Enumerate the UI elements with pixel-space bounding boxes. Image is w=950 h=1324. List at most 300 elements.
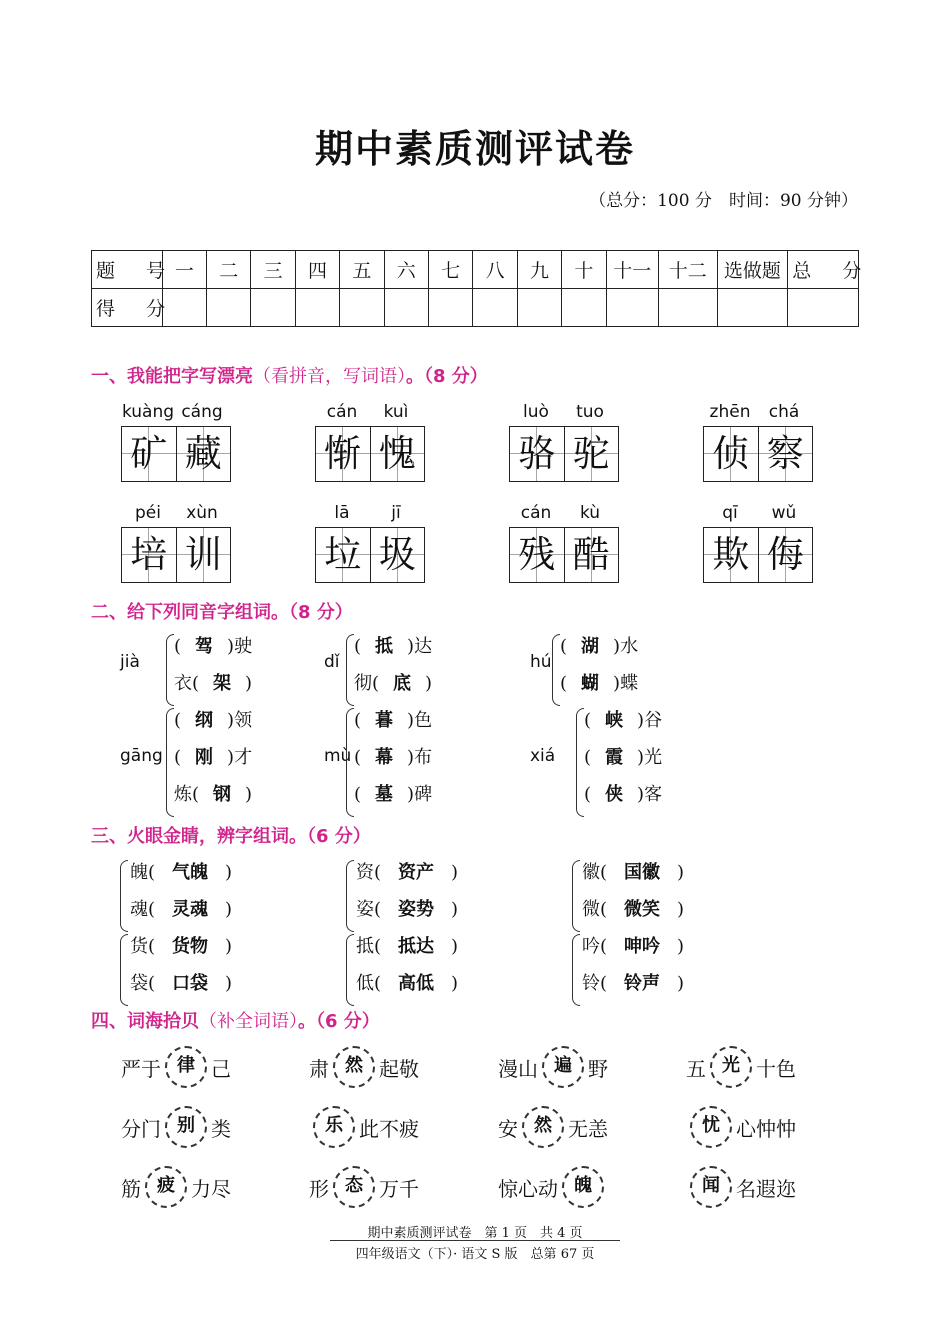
score-cell[interactable] <box>207 289 251 327</box>
answer-blank[interactable]: 纲 <box>195 710 214 731</box>
pinyin-row <box>315 503 425 527</box>
table-cell: 十二 <box>659 251 718 289</box>
writing-box[interactable]: 侦 <box>704 427 758 481</box>
flower-blank[interactable]: 闻 <box>690 1166 732 1208</box>
answer-blank[interactable]: 抵达 <box>398 936 435 957</box>
word-suffix: 客 <box>644 784 663 805</box>
homophone-row <box>354 743 432 769</box>
flower-blank[interactable]: 乐 <box>313 1106 355 1148</box>
idiom-item <box>309 1046 419 1088</box>
writing-grid <box>509 426 619 482</box>
answer-blank[interactable]: 姿势 <box>398 899 435 920</box>
distinguish-row <box>582 895 684 921</box>
writing-box[interactable]: 残 <box>510 528 564 582</box>
pinyin-row <box>121 402 231 426</box>
pinyin-label: mù <box>324 746 352 766</box>
idiom-item <box>686 1046 796 1088</box>
idiom-suffix: 名遐迩 <box>736 1176 796 1201</box>
pinyin-row <box>509 503 619 527</box>
answer-blank[interactable]: 墓 <box>375 784 394 805</box>
close-paren: ) <box>407 784 415 805</box>
section-1-instruction: （看拼音，写词语） <box>253 366 406 387</box>
writing-box[interactable]: 侮 <box>758 528 813 582</box>
close-paren: ) <box>407 636 415 657</box>
score-cell[interactable] <box>295 289 339 327</box>
idiom-suffix: 十色 <box>756 1056 796 1081</box>
brace <box>120 860 128 932</box>
writing-box[interactable]: 驼 <box>564 427 619 481</box>
word-suffix: 达 <box>414 636 433 657</box>
writing-box[interactable]: 骆 <box>510 427 564 481</box>
pinyin-label: zhēn <box>709 402 751 422</box>
pinyin-label: kuì <box>383 402 409 422</box>
word-prefix: 炼 <box>174 784 192 805</box>
close-paren: ) <box>407 710 415 731</box>
homophone-row <box>174 632 252 658</box>
table-cell: 四 <box>295 251 339 289</box>
close-paren: ) <box>677 862 685 883</box>
homophone-row <box>354 632 432 658</box>
word-suffix: 才 <box>234 747 253 768</box>
pinyin-label: jià <box>120 652 140 672</box>
answer-blank[interactable]: 驾 <box>195 636 214 657</box>
open-paren: ( <box>584 710 592 731</box>
distinguish-row <box>130 932 232 958</box>
writing-box[interactable]: 训 <box>176 528 231 582</box>
pinyin-label: lā <box>334 503 350 523</box>
word-pair <box>315 503 425 583</box>
open-paren: ( <box>354 636 362 657</box>
answer-blank[interactable]: 铃声 <box>624 973 661 994</box>
brace <box>120 934 128 1006</box>
open-paren: ( <box>354 784 362 805</box>
close-paren: ) <box>613 673 621 694</box>
idiom-item <box>309 1106 419 1148</box>
writing-box[interactable]: 矿 <box>122 427 176 481</box>
flower-blank[interactable]: 疲 <box>145 1166 187 1208</box>
close-paren: ) <box>245 673 253 694</box>
open-paren: ( <box>174 747 182 768</box>
open-paren: ( <box>584 747 592 768</box>
homophone-row <box>584 780 662 806</box>
open-paren: ( <box>148 973 156 994</box>
pinyin-label: cán <box>326 402 358 422</box>
score-cell[interactable] <box>606 289 658 327</box>
answer-blank[interactable]: 呻吟 <box>624 936 661 957</box>
distinguish-row <box>356 969 458 995</box>
answer-blank[interactable]: 湖 <box>581 636 600 657</box>
flower-blank[interactable]: 忧 <box>690 1106 732 1148</box>
idiom-suffix: 起敬 <box>379 1056 419 1081</box>
target-character: 铃 <box>582 973 600 994</box>
word-suffix: 驶 <box>234 636 253 657</box>
close-paren: ) <box>451 862 459 883</box>
pinyin-row <box>509 402 619 426</box>
word-prefix: 衣 <box>174 673 192 694</box>
open-paren: ( <box>192 673 200 694</box>
distinguish-row <box>356 932 458 958</box>
score-cell[interactable] <box>659 289 718 327</box>
idiom-prefix: 漫山 <box>498 1056 538 1081</box>
flower-blank[interactable]: 别 <box>165 1106 207 1148</box>
score-table-header-row <box>92 251 859 289</box>
table-cell: 十 <box>562 251 606 289</box>
writing-box[interactable]: 藏 <box>176 427 231 481</box>
homophone-row <box>174 706 252 732</box>
homophone-row <box>174 780 252 806</box>
pinyin-label: kù <box>579 503 601 523</box>
brace <box>166 708 174 817</box>
close-paren: ) <box>225 936 233 957</box>
section-4-score: 。（6 分） <box>298 1011 380 1032</box>
brace <box>166 634 174 706</box>
close-paren: ) <box>451 899 459 920</box>
target-character: 货 <box>130 936 148 957</box>
pinyin-row <box>703 402 813 426</box>
target-character: 袋 <box>130 973 148 994</box>
answer-blank[interactable]: 货物 <box>172 936 209 957</box>
section-4-title <box>91 1007 380 1033</box>
distinguish-row <box>582 932 684 958</box>
open-paren: ( <box>354 710 362 731</box>
close-paren: ) <box>677 973 685 994</box>
section-3-title: 三、火眼金睛，辨字组词。（6 分） <box>91 826 371 847</box>
table-cell: 题 号 <box>92 251 163 289</box>
close-paren: ) <box>245 784 253 805</box>
writing-box[interactable]: 圾 <box>370 528 425 582</box>
distinguish-row <box>130 969 232 995</box>
table-cell: 八 <box>473 251 517 289</box>
writing-grid <box>315 527 425 583</box>
table-cell: 选做题 <box>717 251 788 289</box>
open-paren: ( <box>148 862 156 883</box>
target-character: 魄 <box>130 862 148 883</box>
open-paren: ( <box>174 636 182 657</box>
idiom-suffix: 力尽 <box>191 1176 231 1201</box>
open-paren: ( <box>374 862 382 883</box>
flower-blank[interactable]: 律 <box>165 1046 207 1088</box>
close-paren: ) <box>225 899 233 920</box>
brace <box>346 934 354 1006</box>
close-paren: ) <box>637 710 645 731</box>
table-cell: 十一 <box>606 251 658 289</box>
open-paren: ( <box>584 784 592 805</box>
word-prefix: 彻 <box>354 673 372 694</box>
idiom-prefix: 肃 <box>309 1056 329 1081</box>
brace <box>572 934 580 1006</box>
distinguish-row <box>582 969 684 995</box>
pinyin-label: tuo <box>576 402 604 422</box>
brace <box>346 634 354 706</box>
target-character: 资 <box>356 862 374 883</box>
answer-blank[interactable]: 幕 <box>375 747 394 768</box>
open-paren: ( <box>560 673 568 694</box>
open-paren: ( <box>372 673 380 694</box>
open-paren: ( <box>148 936 156 957</box>
pinyin-label: hú <box>530 652 552 672</box>
word-suffix: 领 <box>234 710 253 731</box>
close-paren: ) <box>451 936 459 957</box>
target-character: 低 <box>356 973 374 994</box>
idiom-item <box>686 1106 796 1148</box>
idiom-suffix: 此不疲 <box>359 1116 419 1141</box>
idiom-item <box>309 1166 419 1208</box>
writing-grid <box>509 527 619 583</box>
open-paren: ( <box>192 784 200 805</box>
brace <box>346 708 354 817</box>
pinyin-label: xùn <box>186 503 218 523</box>
homophone-row <box>354 669 432 695</box>
score-cell[interactable] <box>384 289 428 327</box>
word-pair <box>509 402 619 482</box>
idiom-item <box>498 1106 608 1148</box>
answer-blank[interactable]: 刚 <box>195 747 214 768</box>
section-1-title <box>91 362 488 388</box>
score-table <box>91 250 868 327</box>
brace <box>572 860 580 932</box>
idiom-prefix: 惊心动 <box>498 1176 558 1201</box>
idiom-prefix: 分门 <box>121 1116 161 1141</box>
flower-blank[interactable]: 魄 <box>562 1166 604 1208</box>
open-paren: ( <box>174 710 182 731</box>
answer-blank[interactable]: 钢 <box>213 784 232 805</box>
score-cell[interactable] <box>517 289 561 327</box>
idiom-item <box>498 1166 608 1208</box>
section-1-score: 。（8 分） <box>406 366 488 387</box>
score-cell[interactable] <box>788 289 859 327</box>
idiom-item <box>121 1046 231 1088</box>
word-pair <box>703 503 813 583</box>
table-cell: 一 <box>162 251 206 289</box>
close-paren: ) <box>407 747 415 768</box>
homophone-row <box>174 669 252 695</box>
answer-blank[interactable]: 蝴 <box>581 673 600 694</box>
idiom-suffix: 己 <box>211 1056 231 1081</box>
target-character: 姿 <box>356 899 374 920</box>
section-4-instruction: （补全词语） <box>199 1011 298 1032</box>
open-paren: ( <box>354 747 362 768</box>
pinyin-label: xiá <box>530 746 556 766</box>
table-cell: 七 <box>428 251 472 289</box>
distinguish-row <box>356 858 458 884</box>
pinyin-label: gāng <box>120 746 163 766</box>
close-paren: ) <box>227 710 235 731</box>
close-paren: ) <box>637 784 645 805</box>
flower-blank[interactable]: 然 <box>333 1046 375 1088</box>
score-cell[interactable] <box>251 289 295 327</box>
close-paren: ) <box>227 747 235 768</box>
target-character: 徽 <box>582 862 600 883</box>
idiom-prefix: 筋 <box>121 1176 141 1201</box>
homophone-row <box>560 669 638 695</box>
idiom-prefix: 五 <box>686 1056 706 1081</box>
pinyin-label: luò <box>523 402 549 422</box>
table-cell: 九 <box>517 251 561 289</box>
open-paren: ( <box>374 936 382 957</box>
answer-blank[interactable]: 灵魂 <box>172 899 209 920</box>
pinyin-label: jī <box>391 503 401 523</box>
idiom-suffix: 类 <box>211 1116 231 1141</box>
idiom-item <box>121 1106 231 1148</box>
idiom-suffix: 野 <box>588 1056 608 1081</box>
pinyin-label: kuàng <box>121 402 175 422</box>
distinguish-row <box>356 895 458 921</box>
score-cell[interactable] <box>717 289 788 327</box>
writing-box[interactable]: 愧 <box>370 427 425 481</box>
pinyin-label: dǐ <box>324 652 340 672</box>
idiom-suffix: 万千 <box>379 1176 419 1201</box>
pinyin-label: chá <box>768 402 800 422</box>
idiom-item <box>121 1166 231 1208</box>
writing-grid <box>703 527 813 583</box>
open-paren: ( <box>148 899 156 920</box>
writing-box[interactable]: 酷 <box>564 528 619 582</box>
homophone-row <box>354 706 432 732</box>
target-character: 抵 <box>356 936 374 957</box>
table-cell: 二 <box>207 251 251 289</box>
pinyin-label: cán <box>520 503 552 523</box>
word-pair <box>509 503 619 583</box>
homophone-row <box>584 743 662 769</box>
table-cell: 总 分 <box>788 251 859 289</box>
word-suffix: 水 <box>620 636 639 657</box>
word-pair <box>121 503 231 583</box>
close-paren: ) <box>227 636 235 657</box>
open-paren: ( <box>600 936 608 957</box>
flower-blank[interactable]: 遍 <box>542 1046 584 1088</box>
close-paren: ) <box>677 899 685 920</box>
writing-box[interactable]: 欺 <box>704 528 758 582</box>
word-suffix: 蝶 <box>620 673 639 694</box>
word-pair <box>315 402 425 482</box>
writing-box[interactable]: 察 <box>758 427 813 481</box>
pinyin-row <box>315 402 425 426</box>
open-paren: ( <box>374 973 382 994</box>
answer-blank[interactable]: 峡 <box>605 710 624 731</box>
answer-blank[interactable]: 底 <box>393 673 412 694</box>
target-character: 微 <box>582 899 600 920</box>
table-cell: 三 <box>251 251 295 289</box>
flower-blank[interactable]: 态 <box>333 1166 375 1208</box>
score-cell[interactable] <box>562 289 606 327</box>
answer-blank[interactable]: 架 <box>213 673 232 694</box>
footer-book-info: 四年级语文（下）· 语文 S 版 总第 67 页 <box>355 1247 595 1262</box>
word-pair <box>121 402 231 482</box>
close-paren: ) <box>225 862 233 883</box>
pinyin-label: cáng <box>181 402 223 422</box>
pinyin-label: wǔ <box>771 503 797 523</box>
score-cell[interactable] <box>340 289 384 327</box>
answer-blank[interactable]: 高低 <box>398 973 435 994</box>
writing-grid <box>703 426 813 482</box>
word-suffix: 谷 <box>644 710 663 731</box>
flower-blank[interactable]: 光 <box>710 1046 752 1088</box>
table-cell: 六 <box>384 251 428 289</box>
close-paren: ) <box>451 973 459 994</box>
answer-blank[interactable]: 暮 <box>375 710 394 731</box>
flower-blank[interactable]: 然 <box>522 1106 564 1148</box>
section-4-heading: 四、词海拾贝 <box>91 1011 199 1032</box>
idiom-prefix: 形 <box>309 1176 329 1201</box>
footer-page-info: 期中素质测评试卷 第 1 页 共 4 页 <box>367 1226 583 1241</box>
section-2-title: 二、给下列同音字组词。（8 分） <box>91 602 353 623</box>
answer-blank[interactable]: 抵 <box>375 636 394 657</box>
distinguish-row <box>130 895 232 921</box>
answer-blank[interactable]: 侠 <box>605 784 624 805</box>
homophone-row <box>584 706 662 732</box>
writing-grid <box>315 426 425 482</box>
answer-blank[interactable]: 气魄 <box>172 862 209 883</box>
brace <box>576 708 584 817</box>
brace <box>346 860 354 932</box>
brace <box>552 634 560 706</box>
page-title: 期中素质测评试卷 <box>314 126 635 171</box>
writing-box[interactable]: 惭 <box>316 427 370 481</box>
idiom-item <box>686 1166 796 1208</box>
section-1-heading: 一、我能把字写漂亮 <box>91 366 253 387</box>
answer-blank[interactable]: 资产 <box>398 862 435 883</box>
target-character: 魂 <box>130 899 148 920</box>
target-character: 吟 <box>582 936 600 957</box>
idiom-item <box>498 1046 608 1088</box>
score-cell[interactable] <box>473 289 517 327</box>
answer-blank[interactable]: 口袋 <box>172 973 209 994</box>
open-paren: ( <box>600 862 608 883</box>
pinyin-label: qī <box>722 503 738 523</box>
score-table-score-row <box>92 289 859 327</box>
idiom-suffix: 无恙 <box>568 1116 608 1141</box>
close-paren: ) <box>225 973 233 994</box>
word-suffix: 色 <box>414 710 433 731</box>
close-paren: ) <box>677 936 685 957</box>
homophone-row <box>560 632 638 658</box>
pinyin-row <box>703 503 813 527</box>
answer-blank[interactable]: 霞 <box>605 747 624 768</box>
open-paren: ( <box>600 973 608 994</box>
writing-grid <box>121 527 231 583</box>
word-suffix: 碑 <box>414 784 433 805</box>
open-paren: ( <box>374 899 382 920</box>
idiom-prefix: 严于 <box>121 1056 161 1081</box>
idiom-suffix: 心忡忡 <box>736 1116 796 1141</box>
distinguish-row <box>130 858 232 884</box>
word-suffix: 布 <box>414 747 433 768</box>
answer-blank[interactable]: 国徽 <box>624 862 661 883</box>
exam-info: （总分：100 分 时间：90 分钟） <box>589 191 858 211</box>
distinguish-row <box>582 858 684 884</box>
open-paren: ( <box>560 636 568 657</box>
close-paren: ) <box>637 747 645 768</box>
score-cell[interactable] <box>428 289 472 327</box>
close-paren: ) <box>613 636 621 657</box>
pinyin-label: péi <box>135 503 161 523</box>
writing-box[interactable]: 培 <box>122 528 176 582</box>
writing-box[interactable]: 垃 <box>316 528 370 582</box>
word-suffix: 光 <box>644 747 663 768</box>
idiom-prefix: 安 <box>498 1116 518 1141</box>
homophone-row <box>174 743 252 769</box>
answer-blank[interactable]: 微笑 <box>624 899 661 920</box>
pinyin-row <box>121 503 231 527</box>
table-cell: 得 分 <box>92 289 163 327</box>
word-pair <box>703 402 813 482</box>
open-paren: ( <box>600 899 608 920</box>
homophone-row <box>354 780 432 806</box>
close-paren: ) <box>425 673 433 694</box>
footer-divider <box>330 1240 620 1241</box>
writing-grid <box>121 426 231 482</box>
table-cell: 五 <box>340 251 384 289</box>
